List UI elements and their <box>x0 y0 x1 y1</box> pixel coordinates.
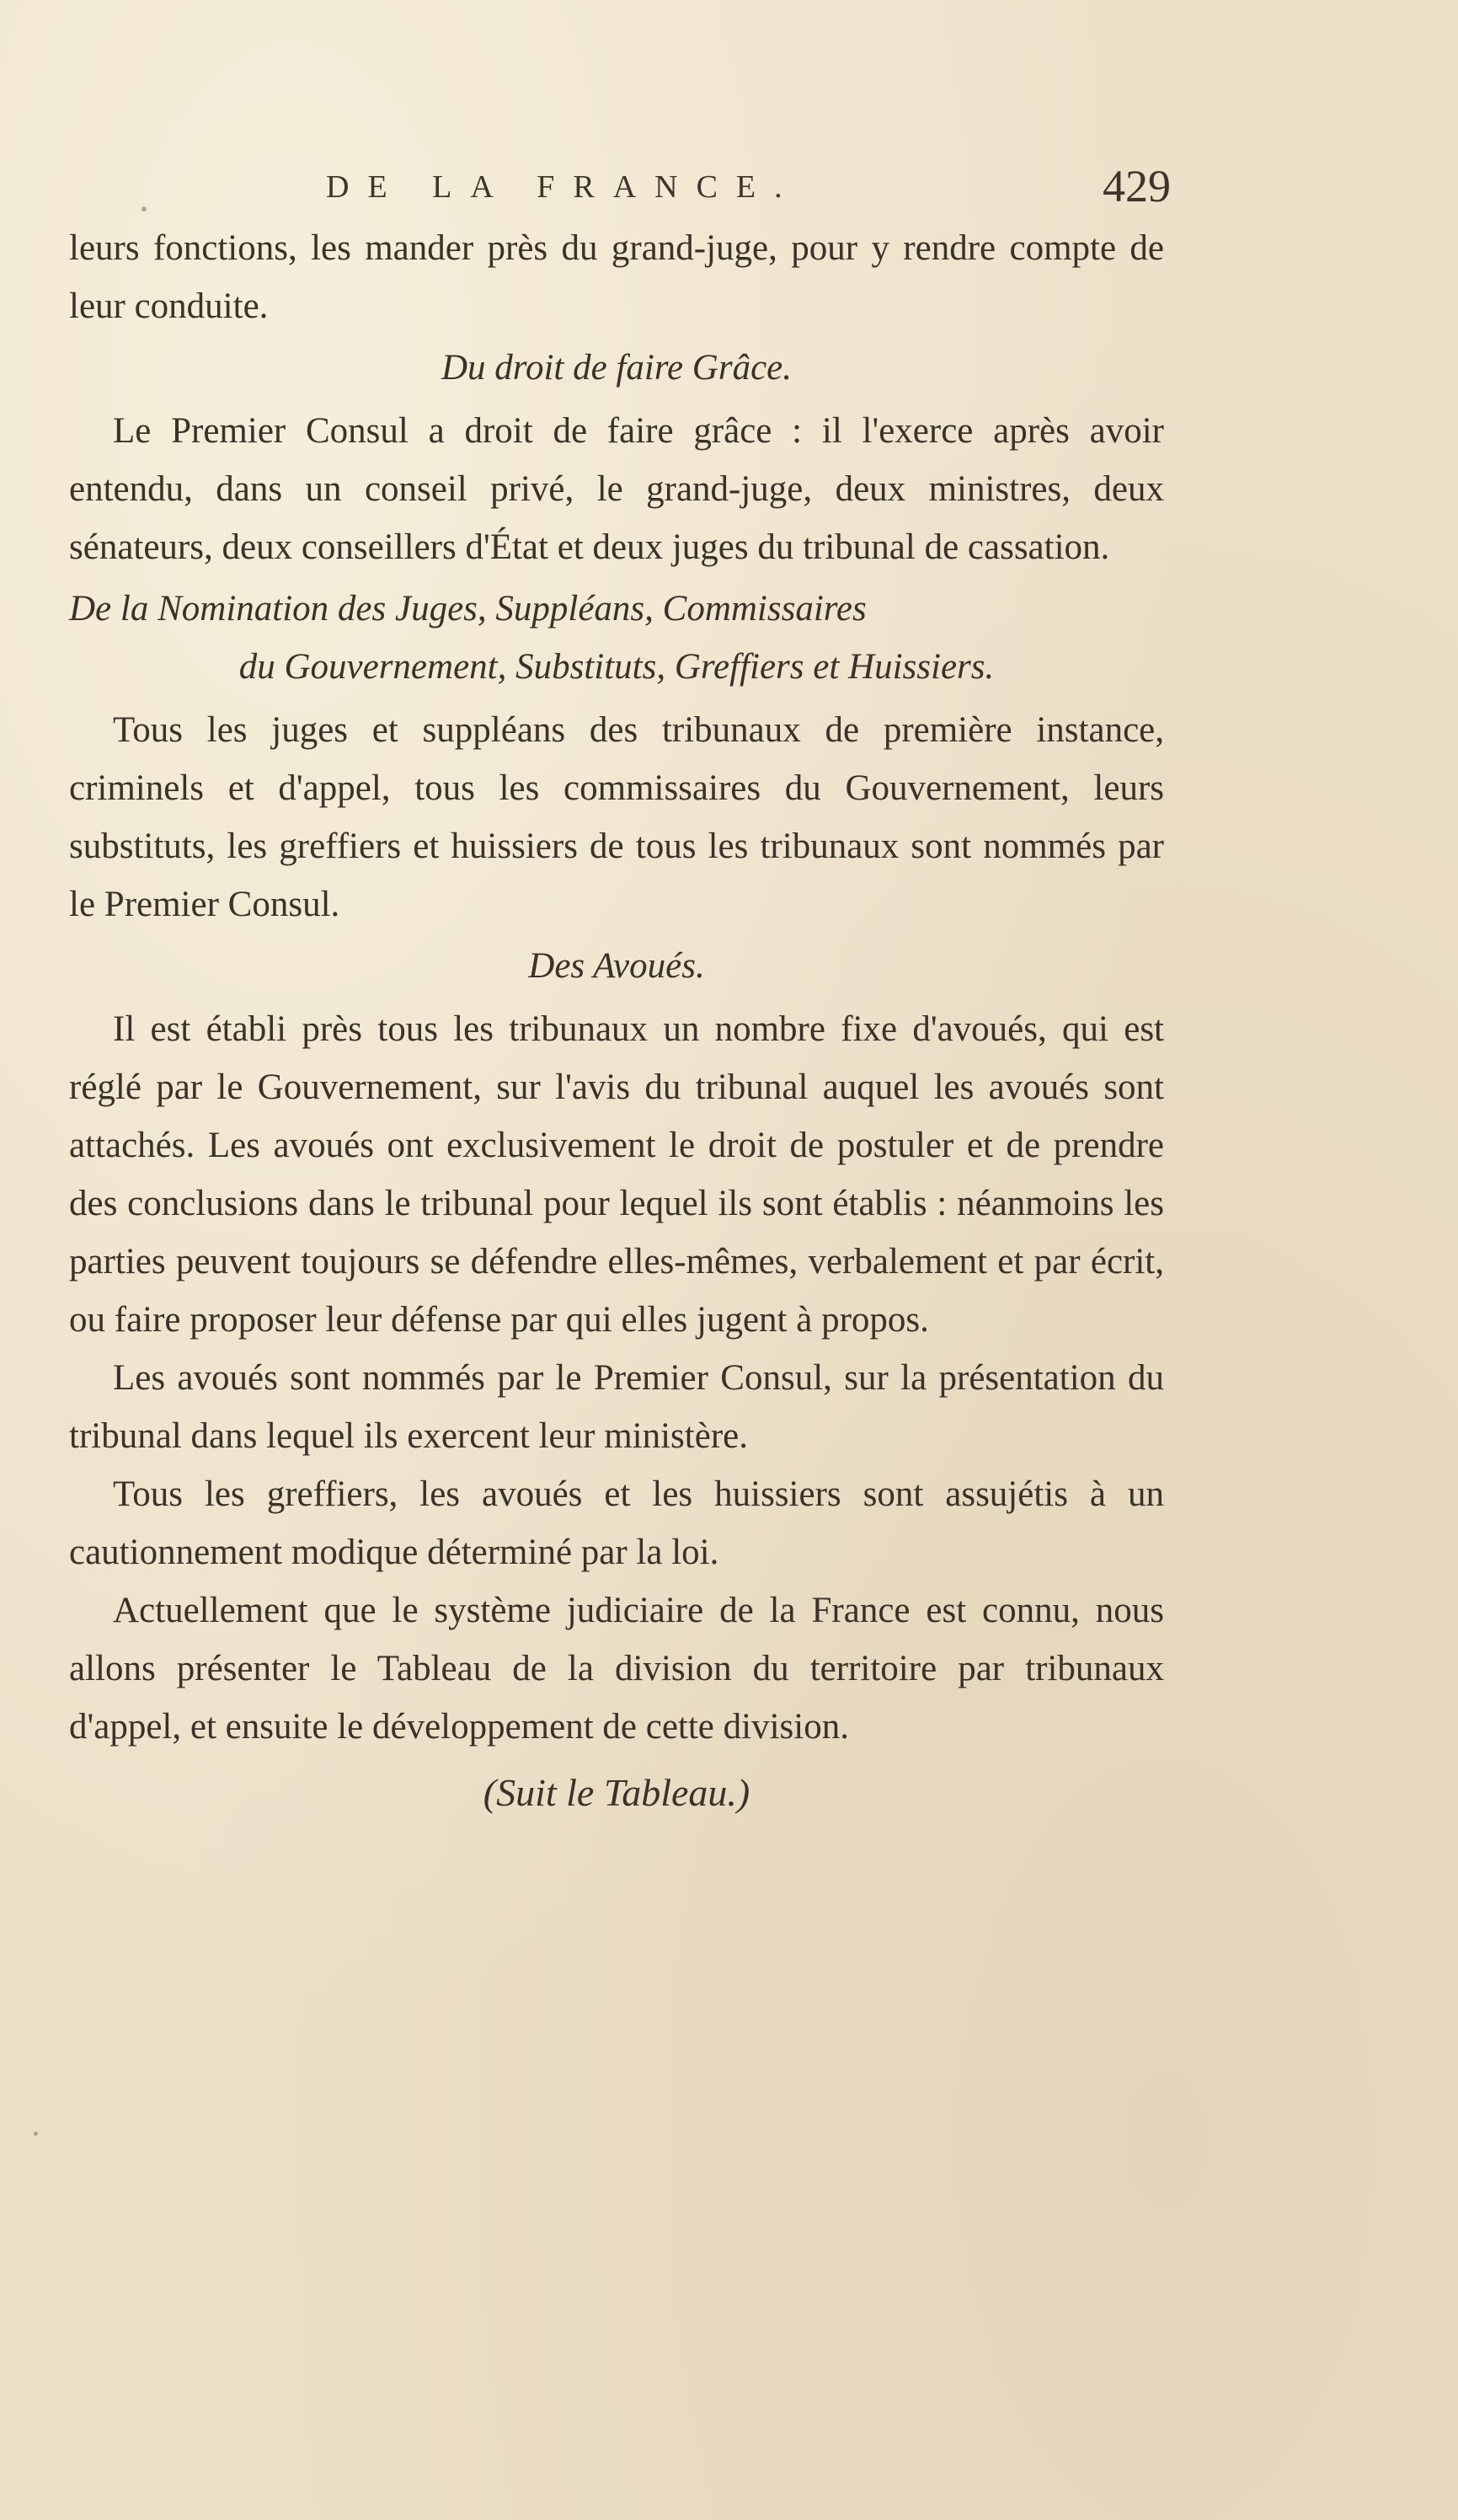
paper-speck <box>142 206 147 211</box>
page-number: 429 <box>1103 161 1171 211</box>
running-head: DE LA FRANCE. <box>326 169 801 205</box>
body-text <box>69 219 1164 1825</box>
closing-note: (Suit le Tableau.) <box>483 1771 750 1814</box>
paragraph-avoues-3: Tous les greffiers, les avoués et les huissiers sont assujétis à un cautionnement modique déterminé par la loi. <box>69 1474 1164 1572</box>
section-heading-nomination-line2: du Gouvernement, Substituts, Greffiers et Huissiers. <box>238 647 995 687</box>
section-heading-avoues: Des Avoués. <box>528 946 705 986</box>
paragraph-avoues-1: Il est établi près tous les tribunaux un nombre fixe d'avoués, qui est réglé par le Gouvernement, sur l'avis du tribunal auquel les avoués sont attachés. Les avoués ont exclusivement le droit de postuler et de prendre des conclusions dans le tribunal pour lequel ils sont établis : néanmoins les parties peuvent toujours se défendre elles-mêmes, verbalement et par écrit, ou faire proposer leur défense par qui elles jugent à propos. <box>69 1009 1164 1340</box>
section-heading-nomination <box>69 580 1164 696</box>
paragraph-avoues-2: Les avoués sont nommés par le Premier Consul, sur la présentation du tribunal dans lequel ils exercent leur ministère. <box>69 1358 1164 1456</box>
paper-speck <box>34 2132 38 2136</box>
section-heading-grace: Du droit de faire Grâce. <box>441 348 792 388</box>
page-content <box>69 160 1171 1825</box>
paragraph-grace: Le Premier Consul a droit de faire grâce : il l'exerce après avoir entendu, dans un conseil privé, le grand-juge, deux ministres, deux sénateurs, deux conseillers d'État et deux juges du tribunal de cassation. <box>69 411 1164 567</box>
paragraph-conclusion: Actuellement que le système judiciaire de la France est connu, nous allons présenter le Tableau de la division du territoire par tribunaux d'appel, et ensuite le développement de cette division. <box>69 1591 1164 1747</box>
page-header <box>69 160 1171 219</box>
paragraph-nomination: Tous les juges et suppléans des tribunaux de première instance, criminels et d'appel, tous les commissaires du Gouvernement, leurs substituts, les greffiers et huissiers de tous les tribunaux sont nommés par le Premier Consul. <box>69 710 1164 924</box>
section-heading-nomination-line1: De la Nomination des Juges, Suppléans, Commissaires <box>69 589 867 629</box>
paragraph-continuation: leurs fonctions, les mander près du grand-juge, pour y rendre compte de leur conduite. <box>69 228 1164 326</box>
